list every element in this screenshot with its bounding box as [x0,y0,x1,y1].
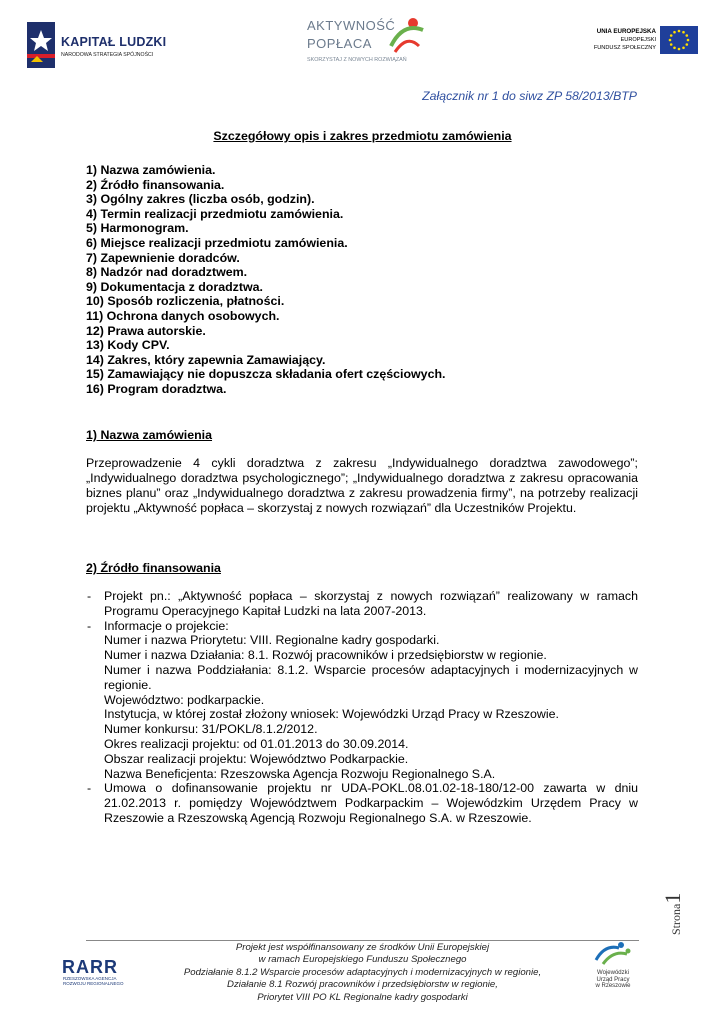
rarr-subtitle [63,976,124,986]
toc-item: 10) Sposób rozliczenia, płatności. [86,294,285,309]
toc-item: 16) Program doradztwa. [86,381,227,396]
footer-line: Działanie 8.1 Rozwój pracowników i przedsiębiorstw w regionie, [227,979,498,991]
footer-line: Podziałanie 8.1.2 Wsparcie procesów adaptacyjnych i modernizacyjnych w regionie, [183,966,542,978]
document-title [0,129,725,143]
table-of-contents [86,163,445,397]
project-info-intro: - Informacje o projekcie: [104,618,229,633]
footer-line: Priorytet VIII PO KL Regionalne kadry gospodarki [257,991,468,1003]
footer-divider [86,940,639,941]
document-title-text: Szczegółowy opis i zakres przedmiotu zamówienia [213,129,512,143]
rarr-name: RARR [62,957,118,977]
detail-line: Województwo: podkarpackie. [104,692,265,707]
footer-line: w ramach Europejskiego Funduszu Społecznego [258,954,467,966]
wup-line: w Rzeszowie [595,983,631,990]
page-label: Strona [669,903,683,935]
detail-line: Obszar realizacji projektu: Województwo Podkarpackie. [104,751,409,766]
wup-figures-icon [593,940,631,966]
detail-line: Nazwa Beneficjenta: Rzeszowska Agencja Rozwoju Regionalnego S.A. [104,766,496,781]
kapital-ludzki-mark-icon [27,22,55,68]
aktywnosc-poplaca-logo [305,14,433,72]
toc-item: 7) Zapewnienie doradców. [86,250,240,265]
toc-item: 15) Zamawiający nie dopuszcza składania ofert częściowych. [86,367,446,382]
toc-item: 1) Nazwa zamówienia. [86,163,216,177]
list-item [86,619,638,782]
wup-line: Wojewódzki [597,970,629,976]
section2-heading: 2) Źródło finansowania [86,561,221,575]
toc-item: 12) Prawa autorskie. [86,323,206,338]
toc-item: 11) Ochrona danych osobowych. [86,308,280,323]
detail-line: Numer i nazwa Priorytetu: VIII. Regionalne kadry gospodarki. [104,633,440,648]
project-info-details [104,633,638,781]
rarr-sub-line: RZESZOWSKA AGENCJA [63,976,117,981]
toc-item: 9) Dokumentacja z doradztwa. [86,279,263,294]
detail-line: Numer konkursu: 31/POKL/8.1.2/2012. [104,722,318,737]
footer-text [150,942,575,1004]
kapital-ludzki-subtitle: NARODOWA STRATEGIA SPÓJNOŚCI [61,52,154,58]
rarr-sub-line: ROZWOJU REGIONALNEGO [63,981,124,986]
toc-item: 6) Miejsce realizacji przedmiotu zamówienia. [86,235,348,250]
eu-line3: FUNDUSZ SPOŁECZNY [593,45,656,51]
agreement-text: Umowa o dofinansowanie projektu nr UDA-POKL.08.01.02-18-180/12-00 zawarta w dniu 21.02.2013 r. pomiędzy Województwem Podkarpackim – Wojewódzkim Urzędem Pracy w Rzeszowie a Rzeszowską Agencją Rozwoju Regionalnego S.A. w Rzeszowie. [104,781,638,825]
toc-item: 3) Ogólny zakres (liczba osób, godzin). [86,192,315,207]
page-number [660,875,690,935]
detail-line: Numer i nazwa Działania: 8.1. Rozwój pracowników i przedsiębiorstw w regionie. [104,648,547,663]
detail-line: Okres realizacji projektu: od 01.01.2013 do 30.09.2014. [104,736,409,751]
kapital-ludzki-logo [27,22,177,70]
section1-heading: 1) Nazwa zamówienia [86,428,213,442]
eu-flag-icon [660,26,698,54]
running-figure-icon [383,16,429,56]
eu-line2: EUROPEJSKI [620,37,656,43]
footer-line: Projekt jest współfinansowany ze środków Unii Europejskiej [235,942,490,953]
page-number-value: 1 [660,892,685,904]
detail-line: Numer i nazwa Poddziałania: 8.1.2. Wsparcie procesów adaptacyjnych i modernizacyjnych w regionie. [104,662,638,692]
wup-name [585,970,641,990]
toc-item: 8) Nadzór nad doradztwem. [86,265,248,280]
toc-item: 14) Zakres, który zapewnia Zamawiający. [86,352,326,367]
toc-item: 5) Harmonogram. [86,221,189,236]
list-item [86,781,638,825]
eu-line1: UNIA EUROPEJSKA [596,28,656,35]
attachment-note: Załącznik nr 1 do siwz ZP 58/2013/BTP [422,89,637,103]
financing-project-text: Projekt pn.: „Aktywność popłaca – skorzystaj z nowych rozwiązań” realizowany w ramach Programu Operacyjnego Kapitał Ludzki na lata 2007-2013. [104,589,638,618]
kapital-ludzki-title: KAPITAŁ LUDZKI [61,35,167,49]
eu-logo [578,26,698,58]
aktywnosc-logo-line1: AKTYWNOŚĆ [307,18,396,33]
toc-item: 2) Źródło finansowania. [86,177,225,192]
wup-line: Urząd Pracy [596,976,630,983]
list-item [86,589,638,619]
aktywnosc-logo-line2: POPŁACA [307,36,372,51]
aktywnosc-logo-tagline: SKORZYSTAJ Z NOWYCH ROZWIĄZAŃ [307,57,407,63]
toc-item: 4) Termin realizacji przedmiotu zamówienia. [86,206,344,221]
detail-line: Instytucja, w której został złożony wniosek: Wojewódzki Urząd Pracy w Rzeszowie. [104,707,559,722]
section1-paragraph: Przeprowadzenie 4 cykli doradztwa z zakresu „Indywidualnego doradztwa zawodowego”; „Indywidualnego doradztwa psychologicznego”; „Indywidualnego doradztwa z zakresu opracowania biznes planu” oraz „Indywidualnego doradztwa z zakresu prowadzenia firmy”, na potrzeby realizacji projektu „Aktywność popłaca – skorzystaj z nowych rozwiązań” dla Uczestników Projektu. [86,456,638,515]
financing-list [86,589,638,826]
toc-item: 13) Kody CPV. [86,338,170,353]
wup-logo [585,940,641,996]
rarr-logo [60,957,124,993]
page-header [0,0,725,80]
